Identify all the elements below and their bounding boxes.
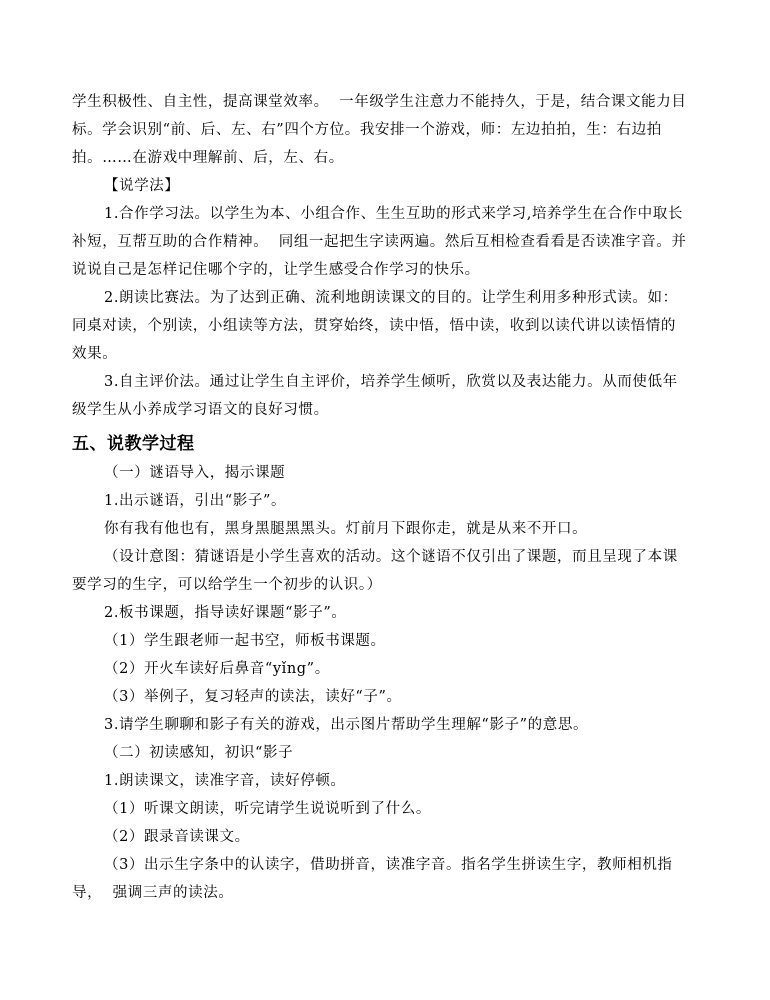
design-intent-line-1: （设计意图：猜谜语是小学生喜欢的活动。这个谜语不仅引出了课题，而且呈现了本课	[104, 549, 678, 565]
method-1-line-3: 说说自己是怎样记住哪个字的，让学生感受合作学习的快乐。	[72, 262, 480, 278]
step-2-1: （1）学生跟老师一起书空，师板书课题。	[104, 633, 386, 649]
design-intent-line-2: 要学习的生字，可以给学生一个初步的认识。）	[72, 577, 382, 593]
method-1-line-1: 1.合作学习法。以学生为本、小组合作、生生互助的形式来学习,培养学生在合作中取长	[104, 206, 683, 222]
method-2-line-2: 同桌对读，个别读，小组读等方法，贯穿始终，读中悟，悟中读，收到以读代讲以读悟情的	[72, 318, 676, 334]
intro-line-3: 拍。……在游戏中理解前、后，左、右。	[72, 150, 344, 166]
part-1-title: （一）谜语导入，揭示课题	[104, 465, 286, 481]
step-2-2: （2）开火车读好后鼻音“yǐng”。	[104, 661, 330, 677]
step-q1-3-line-2: 导， 强调三声的读法。	[72, 885, 234, 901]
intro-line-1: 学生积极性、自主性，提高课堂效率。 一年级学生注意力不能持久，于是，结合课文能力目	[72, 94, 687, 110]
step-q1-1: （1）听课文朗读，听完请学生说说听到了什么。	[104, 801, 431, 817]
study-method-title: 【说学法】	[104, 178, 180, 194]
section-5-heading: 五、说教学过程	[72, 434, 195, 454]
method-3-line-1: 3.自主评价法。通过让学生自主评价，培养学生倾听，欣赏以及表达能力。从而使低年	[104, 374, 678, 390]
step-2: 2.板书课题，指导读好课题“影子”。	[104, 605, 347, 621]
method-2-line-3: 效果。	[72, 346, 118, 362]
method-3-line-2: 级学生从小养成学习语文的良好习惯。	[72, 402, 329, 418]
riddle-text: 你有我有他也有，黑身黑腿黑黑头。灯前月下跟你走，就是从来不开口。	[104, 521, 588, 537]
method-1-line-2: 补短，互帮互助的合作精神。 同组一起把生字读两遍。然后互相检查看看是否读准字音。并	[72, 234, 687, 250]
part-2-title: （二）初读感知，初识“影子	[104, 745, 294, 761]
step-q1-3-line-1: （3）出示生字条中的认读字，借助拼音，读准字音。指名学生拼读生字，教师相机指	[104, 857, 673, 873]
step-1: 1.出示谜语，引出“影子”。	[104, 493, 287, 509]
step-2-3: （3）举例子，复习轻声的读法，读好“子”。	[104, 689, 402, 705]
step-3: 3.请学生聊聊和影子有关的游戏，出示图片帮助学生理解“影子”的意思。	[104, 717, 589, 733]
method-2-line-1: 2.朗读比赛法。为了达到正确、流利地朗读课文的目的。让学生利用多种形式读。如：	[104, 290, 678, 306]
intro-line-2: 标。学会识别“前、后、左、右”四个方位。我安排一个游戏，师：左边拍拍，生：右边拍	[72, 122, 662, 138]
step-q1-2: （2）跟录音读课文。	[104, 829, 250, 845]
step-q1: 1.朗读课文，读准字音，读好停顿。	[104, 773, 346, 789]
